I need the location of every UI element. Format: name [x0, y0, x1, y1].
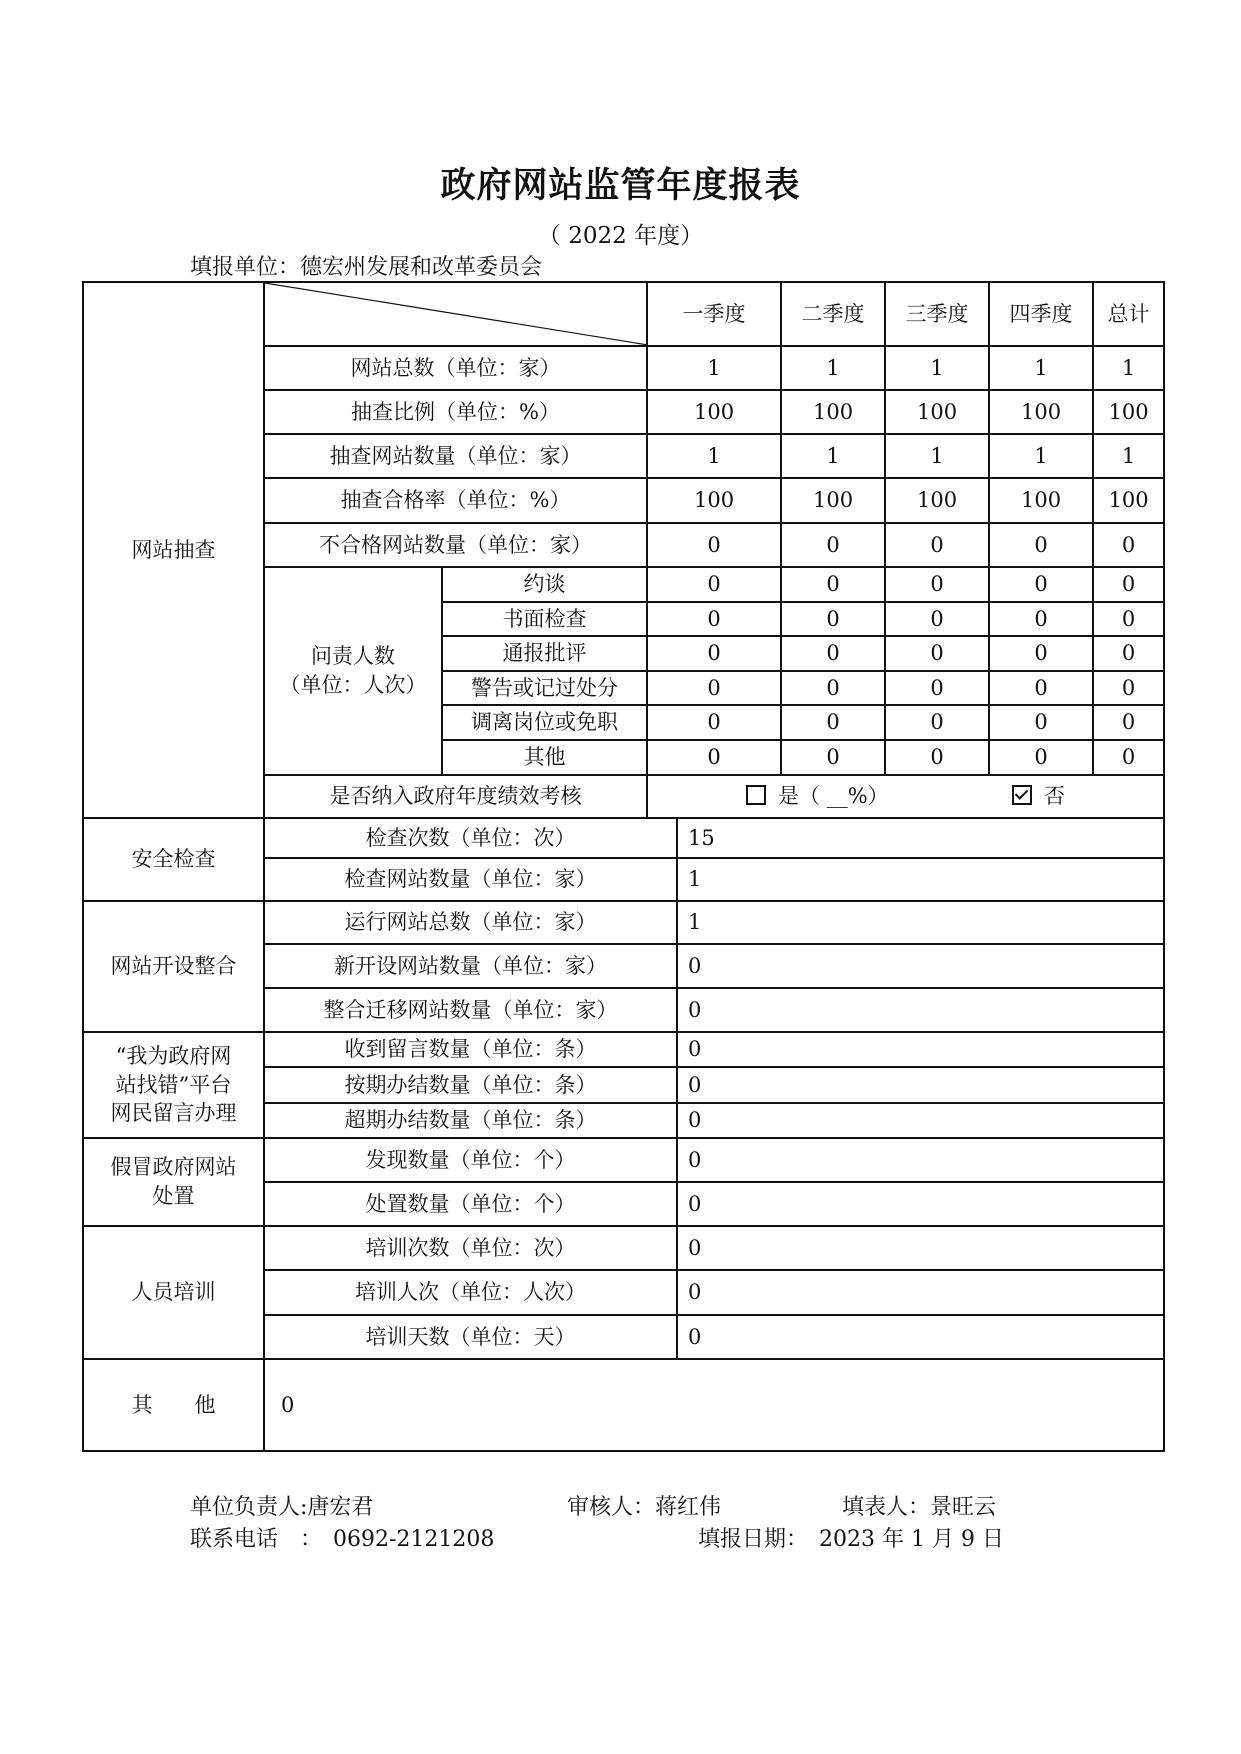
reporting-unit: 填报单位：德宏州发展和改革委员会 [190, 255, 543, 280]
cell-value: 0 [1093, 523, 1164, 567]
header-q2: 二季度 [781, 282, 885, 346]
footer-responsible: 单位负责人:唐宏君 [190, 1495, 374, 1520]
cell-value: 0 [989, 567, 1093, 602]
table-row [83, 818, 1164, 858]
row-label: 抽查比例（单位：%） [264, 390, 647, 434]
cell-value: 100 [781, 390, 885, 434]
cell-value: 0 [989, 602, 1093, 636]
cell-value: 1 [781, 346, 885, 390]
cell-value: 0 [781, 671, 885, 705]
table-row [83, 1032, 1164, 1067]
cell-value: 15 [677, 818, 1164, 858]
other-value: 0 [264, 1359, 1164, 1451]
yes-option-suffix: %） [847, 784, 889, 808]
row-label: 抽查合格率（单位：%） [264, 478, 647, 523]
cell-value: 0 [885, 636, 989, 671]
row-label: 培训次数（单位：次） [264, 1226, 677, 1270]
cell-value: 0 [647, 567, 781, 602]
cell-value: 100 [885, 390, 989, 434]
cell-value: 0 [677, 1138, 1164, 1182]
footer-date: 填报日期： 2023 年 1 月 9 日 [698, 1527, 1004, 1552]
cell-value: 1 [677, 858, 1164, 901]
cell-value: 0 [885, 740, 989, 775]
cell-value: 0 [677, 1315, 1164, 1359]
yes-option-label: 是（ [778, 784, 820, 808]
header-total: 总计 [1093, 282, 1164, 346]
footer-phone: 联系电话 ： 0692-2121208 [190, 1527, 495, 1552]
cell-value: 100 [647, 478, 781, 523]
cell-value: 0 [1093, 636, 1164, 671]
cell-value: 1 [885, 346, 989, 390]
cell-value: 0 [781, 602, 885, 636]
cell-value: 0 [677, 988, 1164, 1032]
no-checkbox[interactable] [1012, 785, 1032, 805]
report-year: （ 2022 年度） [537, 223, 704, 249]
cell-value: 0 [989, 523, 1093, 567]
row-label: 收到留言数量（单位：条） [264, 1032, 677, 1067]
cell-value: 1 [647, 434, 781, 478]
row-label: 不合格网站数量（单位：家） [264, 523, 647, 567]
row-label: 书面检查 [442, 602, 647, 636]
row-label: 发现数量（单位：个） [264, 1138, 677, 1182]
table-header-row [83, 282, 1164, 346]
cell-value: 1 [989, 346, 1093, 390]
cell-value: 0 [677, 1182, 1164, 1226]
cell-value: 0 [677, 1103, 1164, 1138]
section-spot-check: 网站抽查 [83, 282, 264, 818]
cell-value: 0 [781, 567, 885, 602]
cell-value: 0 [781, 636, 885, 671]
cell-value: 0 [647, 636, 781, 671]
cell-value: 1 [677, 901, 1164, 944]
cell-value: 0 [989, 740, 1093, 775]
cell-value: 1 [989, 434, 1093, 478]
section-feedback-platform [83, 1032, 264, 1138]
section-security-check: 安全检查 [83, 818, 264, 901]
cell-value: 1 [781, 434, 885, 478]
cell-value: 0 [1093, 567, 1164, 602]
cell-value: 1 [647, 346, 781, 390]
cell-value: 100 [647, 390, 781, 434]
cell-value: 1 [1093, 346, 1164, 390]
header-q3: 三季度 [885, 282, 989, 346]
cell-value: 0 [647, 705, 781, 740]
cell-value: 0 [677, 1226, 1164, 1270]
section-counterfeit-line1: 假冒政府网站 [110, 1155, 237, 1180]
cell-value: 0 [1093, 671, 1164, 705]
no-option-label: 否 [1044, 784, 1066, 808]
footer-filler: 填表人：景旺云 [842, 1495, 997, 1520]
cell-value: 100 [1093, 478, 1164, 523]
row-label: 调离岗位或免职 [442, 705, 647, 740]
cell-value: 100 [781, 478, 885, 523]
section-feedback-line2: 站找错”平台 [115, 1072, 232, 1097]
cell-value: 0 [885, 671, 989, 705]
row-label: 新开设网站数量（单位：家） [264, 944, 677, 988]
header-q4: 四季度 [989, 282, 1093, 346]
cell-value: 100 [989, 390, 1093, 434]
diagonal-header-cell [264, 282, 647, 346]
performance-label: 是否纳入政府年度绩效考核 [264, 775, 647, 818]
accountability-label-line1: 问责人数 [311, 644, 395, 669]
table-row [83, 1226, 1164, 1270]
row-label: 约谈 [442, 567, 647, 602]
cell-value: 0 [989, 705, 1093, 740]
row-label: 超期办结数量（单位：条） [264, 1103, 677, 1138]
other-row [83, 1359, 1164, 1451]
row-label: 处置数量（单位：个） [264, 1182, 677, 1226]
cell-value: 0 [885, 567, 989, 602]
row-label: 按期办结数量（单位：条） [264, 1067, 677, 1103]
cell-value: 100 [989, 478, 1093, 523]
cell-value: 0 [1093, 705, 1164, 740]
cell-value: 0 [989, 671, 1093, 705]
cell-value: 0 [781, 705, 885, 740]
accountability-label-line2: （单位：人次） [279, 672, 427, 697]
cell-value: 100 [1093, 390, 1164, 434]
report-table [82, 281, 1165, 1452]
section-other: 其 他 [83, 1359, 264, 1451]
cell-value: 0 [885, 523, 989, 567]
section-feedback-line3: 网民留言办理 [110, 1100, 237, 1125]
table-row [83, 1138, 1164, 1182]
section-counterfeit [83, 1138, 264, 1226]
row-label: 通报批评 [442, 636, 647, 671]
yes-percent-blank[interactable]: __ [826, 784, 848, 808]
row-label: 抽查网站数量（单位：家） [264, 434, 647, 478]
cell-value: 0 [1093, 740, 1164, 775]
row-label: 网站总数（单位：家） [264, 346, 647, 390]
cell-value: 0 [885, 602, 989, 636]
cell-value: 0 [781, 523, 885, 567]
cell-value: 0 [1093, 602, 1164, 636]
section-feedback-line1: “我为政府网 [115, 1044, 232, 1069]
cell-value: 1 [1093, 434, 1164, 478]
header-q1: 一季度 [647, 282, 781, 346]
cell-value: 0 [677, 1270, 1164, 1315]
report-title: 政府网站监管年度报表 [440, 165, 801, 206]
cell-value: 0 [647, 671, 781, 705]
cell-value: 0 [677, 1032, 1164, 1067]
cell-value: 0 [647, 740, 781, 775]
accountability-label [264, 567, 442, 775]
section-site-setup: 网站开设整合 [83, 901, 264, 1032]
row-label: 检查次数（单位：次） [264, 818, 677, 858]
section-training: 人员培训 [83, 1226, 264, 1359]
row-label: 整合迁移网站数量（单位：家） [264, 988, 677, 1032]
performance-options [647, 775, 1164, 818]
cell-value: 0 [677, 1067, 1164, 1103]
yes-checkbox[interactable] [746, 785, 766, 805]
cell-value: 100 [885, 478, 989, 523]
cell-value: 0 [989, 636, 1093, 671]
cell-value: 1 [885, 434, 989, 478]
section-counterfeit-line2: 处置 [152, 1183, 195, 1208]
row-label: 检查网站数量（单位：家） [264, 858, 677, 901]
table-row [83, 901, 1164, 944]
cell-value: 0 [781, 740, 885, 775]
row-label: 运行网站总数（单位：家） [264, 901, 677, 944]
row-label: 警告或记过处分 [442, 671, 647, 705]
row-label: 培训人次（单位：人次） [264, 1270, 677, 1315]
cell-value: 0 [647, 523, 781, 567]
cell-value: 0 [647, 602, 781, 636]
row-label: 其他 [442, 740, 647, 775]
footer-reviewer: 审核人：蒋红伟 [567, 1495, 722, 1520]
cell-value: 0 [677, 944, 1164, 988]
cell-value: 0 [885, 705, 989, 740]
row-label: 培训天数（单位：天） [264, 1315, 677, 1359]
